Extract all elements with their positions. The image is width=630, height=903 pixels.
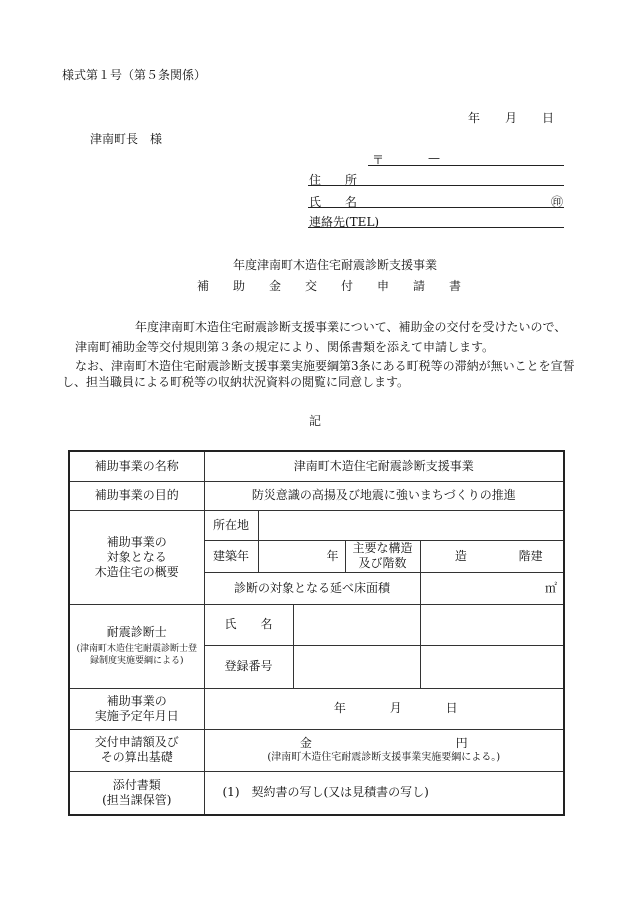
application-table — [68, 450, 565, 816]
attachments-field — [204, 771, 564, 815]
row-name-label: 補助事業の名称 — [69, 451, 204, 481]
inspector-note: (津南町木造住宅耐震診断士登録制度実施要綱による) — [76, 644, 197, 666]
ki-mark: 記 — [309, 414, 322, 428]
built-year-label: 建築年 — [204, 540, 258, 572]
structure-unit: 造 — [454, 548, 467, 563]
postal-line[interactable] — [368, 165, 564, 166]
title-line2: 補 助 金 交 付 申 請 書 — [197, 279, 462, 293]
body-para1-line2: 津南町補助金等交付規則第３条の規定により、関係書類を添えて申請します。 — [75, 340, 495, 354]
addressee: 津南町長 様 — [90, 132, 163, 146]
body-para2-line2: し、担当職員による町税等の収納状況資料の閲覧に同意します。 — [62, 375, 410, 389]
inspector-name-field-2[interactable] — [420, 604, 564, 645]
date-day-label: 日 — [542, 111, 555, 125]
schedule-label: 補助事業の 実施予定年月日 — [69, 688, 204, 729]
row-purpose-label: 補助事業の目的 — [69, 481, 204, 510]
built-year-field[interactable]: 年 — [258, 540, 345, 572]
postal-mark: 〒 — [372, 153, 385, 167]
location-label: 所在地 — [204, 510, 258, 540]
seal-mark: ㊞ — [551, 195, 564, 209]
row-name-value: 津南町木造住宅耐震診断支援事業 — [204, 451, 564, 481]
inspector-name-label: 氏 名 — [204, 604, 293, 645]
attachment-item: (1) 契約書の写し(又は見積書の写し) — [222, 785, 429, 800]
address-line[interactable] — [308, 185, 564, 186]
form-number: 様式第１号（第５条関係） — [62, 68, 207, 82]
registration-field[interactable] — [293, 645, 420, 688]
postal-dash: — — [428, 151, 440, 165]
amount-note: (津南町木造住宅耐震診断支援事業実施要綱による。) — [267, 752, 501, 763]
schedule-field[interactable]: 年 月 日 — [204, 688, 564, 729]
contact-line[interactable] — [308, 227, 564, 228]
floor-area-label: 診断の対象となる延べ床面積 — [204, 572, 420, 604]
row-purpose-value: 防災意識の高揚及び地震に強いまちづくりの推進 — [204, 481, 564, 510]
body-para2-line1: なお、津南町木造住宅耐震診断支援事業実施要綱第3条にある町税等の滞納が無いことを宣誓 — [75, 359, 575, 373]
name-label: 氏 名 — [309, 195, 358, 209]
name-line[interactable] — [308, 207, 564, 208]
date-year-label: 年 — [468, 111, 481, 125]
attachments-label: 添付書類 (担当課保管) — [69, 771, 204, 815]
floors-unit: 階建 — [518, 548, 543, 563]
row-house-label: 補助事業の 対象となる 木造住宅の概要 — [69, 510, 204, 604]
date-month-label: 月 — [505, 111, 518, 125]
amount-field[interactable]: 金 円 (津南町木造住宅耐震診断支援事業実施要綱による。) — [204, 729, 564, 771]
address-label: 住 所 — [309, 173, 358, 187]
body-para1-line1: 年度津南町木造住宅耐震診断支援事業について、補助金の交付を受けたいので、 — [135, 320, 567, 334]
inspector-label: 耐震診断士 (津南町木造住宅耐震診断士登録制度実施要綱による) — [69, 604, 204, 688]
registration-field-2[interactable] — [420, 645, 564, 688]
structure-field[interactable] — [420, 540, 564, 572]
amount-label: 交付申請額及び その算出基礎 — [69, 729, 204, 771]
contact-label: 連絡先(TEL) — [309, 215, 380, 229]
registration-label: 登録番号 — [204, 645, 293, 688]
title-line1: 年度津南町木造住宅耐震診断支援事業 — [233, 258, 438, 272]
inspector-name-field[interactable] — [293, 604, 420, 645]
floor-area-field[interactable]: ㎡ — [420, 572, 564, 604]
location-field[interactable] — [258, 510, 564, 540]
structure-label: 主要な構造 及び階数 — [345, 540, 420, 572]
